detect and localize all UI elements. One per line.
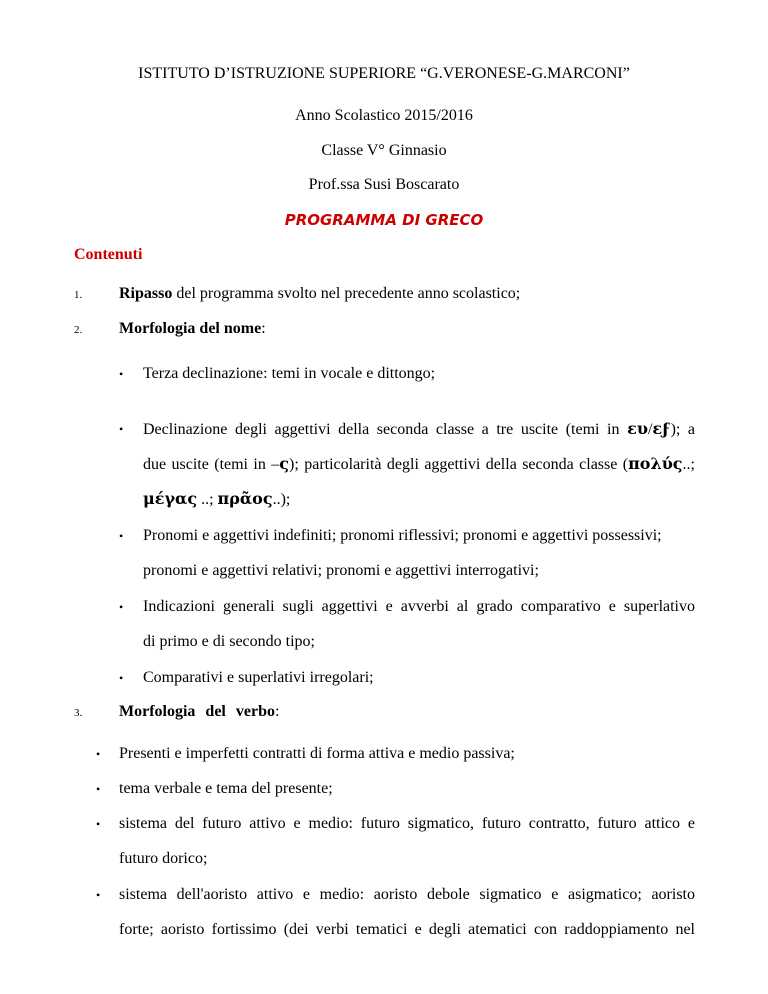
- list-item: sistema dell'aoristo attivo e medio: aoristo debole sigmatico e asigmatico; aoristo: [119, 886, 695, 903]
- list-item: Declinazione degli aggettivi della seconda classe a tre uscite (temi in ευ/εϝ); a: [143, 419, 696, 438]
- list-item-continuation: di primo e di secondo tipo;: [143, 633, 315, 650]
- item-bold-1: Ripasso: [119, 285, 173, 302]
- school-year: Anno Scolastico 2015/2016: [295, 107, 473, 124]
- item-text-2: [119, 320, 266, 338]
- item-text-1: [119, 285, 520, 303]
- list-item-continuation: pronomi e aggettivi relativi; pronomi e aggettivi interrogativi;: [143, 562, 539, 579]
- item-bold-3: Morfologia del verbo: [119, 703, 275, 720]
- item-text-3: [119, 703, 279, 721]
- list-item: Comparativi e superlativi irregolari;: [143, 669, 374, 686]
- list-item: Terza declinazione: temi in vocale e dittongo;: [143, 365, 436, 382]
- bullet-icon: •: [119, 671, 124, 685]
- section-heading: Contenuti: [74, 246, 143, 263]
- list-item-continuation: futuro dorico;: [119, 850, 208, 867]
- item-bold-2: Morfologia del nome: [119, 320, 262, 337]
- bullet-icon: •: [96, 782, 101, 796]
- item-rest-2: :: [261, 320, 266, 337]
- page-title: PROGRAMMA DI GRECO: [284, 211, 484, 229]
- item-rest-1: del programma svolto nel precedente anno scolastico;: [172, 285, 521, 302]
- list-item: Pronomi e aggettivi indefiniti; pronomi riflessivi; pronomi e aggettivi possessivi;: [143, 527, 662, 544]
- bullet-icon: •: [119, 529, 124, 543]
- item-number-3: 3.: [74, 707, 83, 719]
- list-item-continuation: μέγας ..; πρᾶος..);: [143, 489, 291, 508]
- bullet-icon: •: [119, 367, 124, 381]
- list-item: sistema del futuro attivo e medio: futuro sigmatico, futuro contratto, futuro attico e: [119, 815, 695, 832]
- school-name: ISTITUTO D’ISTRUZIONE SUPERIORE “G.VERONESE-G.MARCONI”: [138, 65, 630, 82]
- bullet-icon: •: [96, 747, 101, 761]
- list-item-continuation: forte; aoristo fortissimo (dei verbi tematici e degli atematici con raddoppiamento nel: [119, 921, 695, 938]
- list-item-continuation: due uscite (temi in –ς); particolarità degli aggettivi della seconda classe (πολύς..;: [143, 454, 695, 473]
- teacher-name: Prof.ssa Susi Boscarato: [308, 176, 460, 193]
- bullet-icon: •: [119, 422, 124, 436]
- item-rest-3: :: [274, 703, 280, 720]
- item-number-2: 2.: [74, 324, 83, 336]
- list-item: tema verbale e tema del presente;: [119, 780, 333, 797]
- list-item: Indicazioni generali sugli aggettivi e avverbi al grado comparativo e superlativo: [143, 598, 695, 615]
- bullet-icon: •: [119, 600, 124, 614]
- bullet-icon: •: [96, 888, 101, 902]
- class-name: Classe V° Ginnasio: [321, 142, 447, 159]
- bullet-icon: •: [96, 817, 101, 831]
- list-item: Presenti e imperfetti contratti di forma attiva e medio passiva;: [119, 745, 515, 762]
- item-number-1: 1.: [74, 289, 83, 301]
